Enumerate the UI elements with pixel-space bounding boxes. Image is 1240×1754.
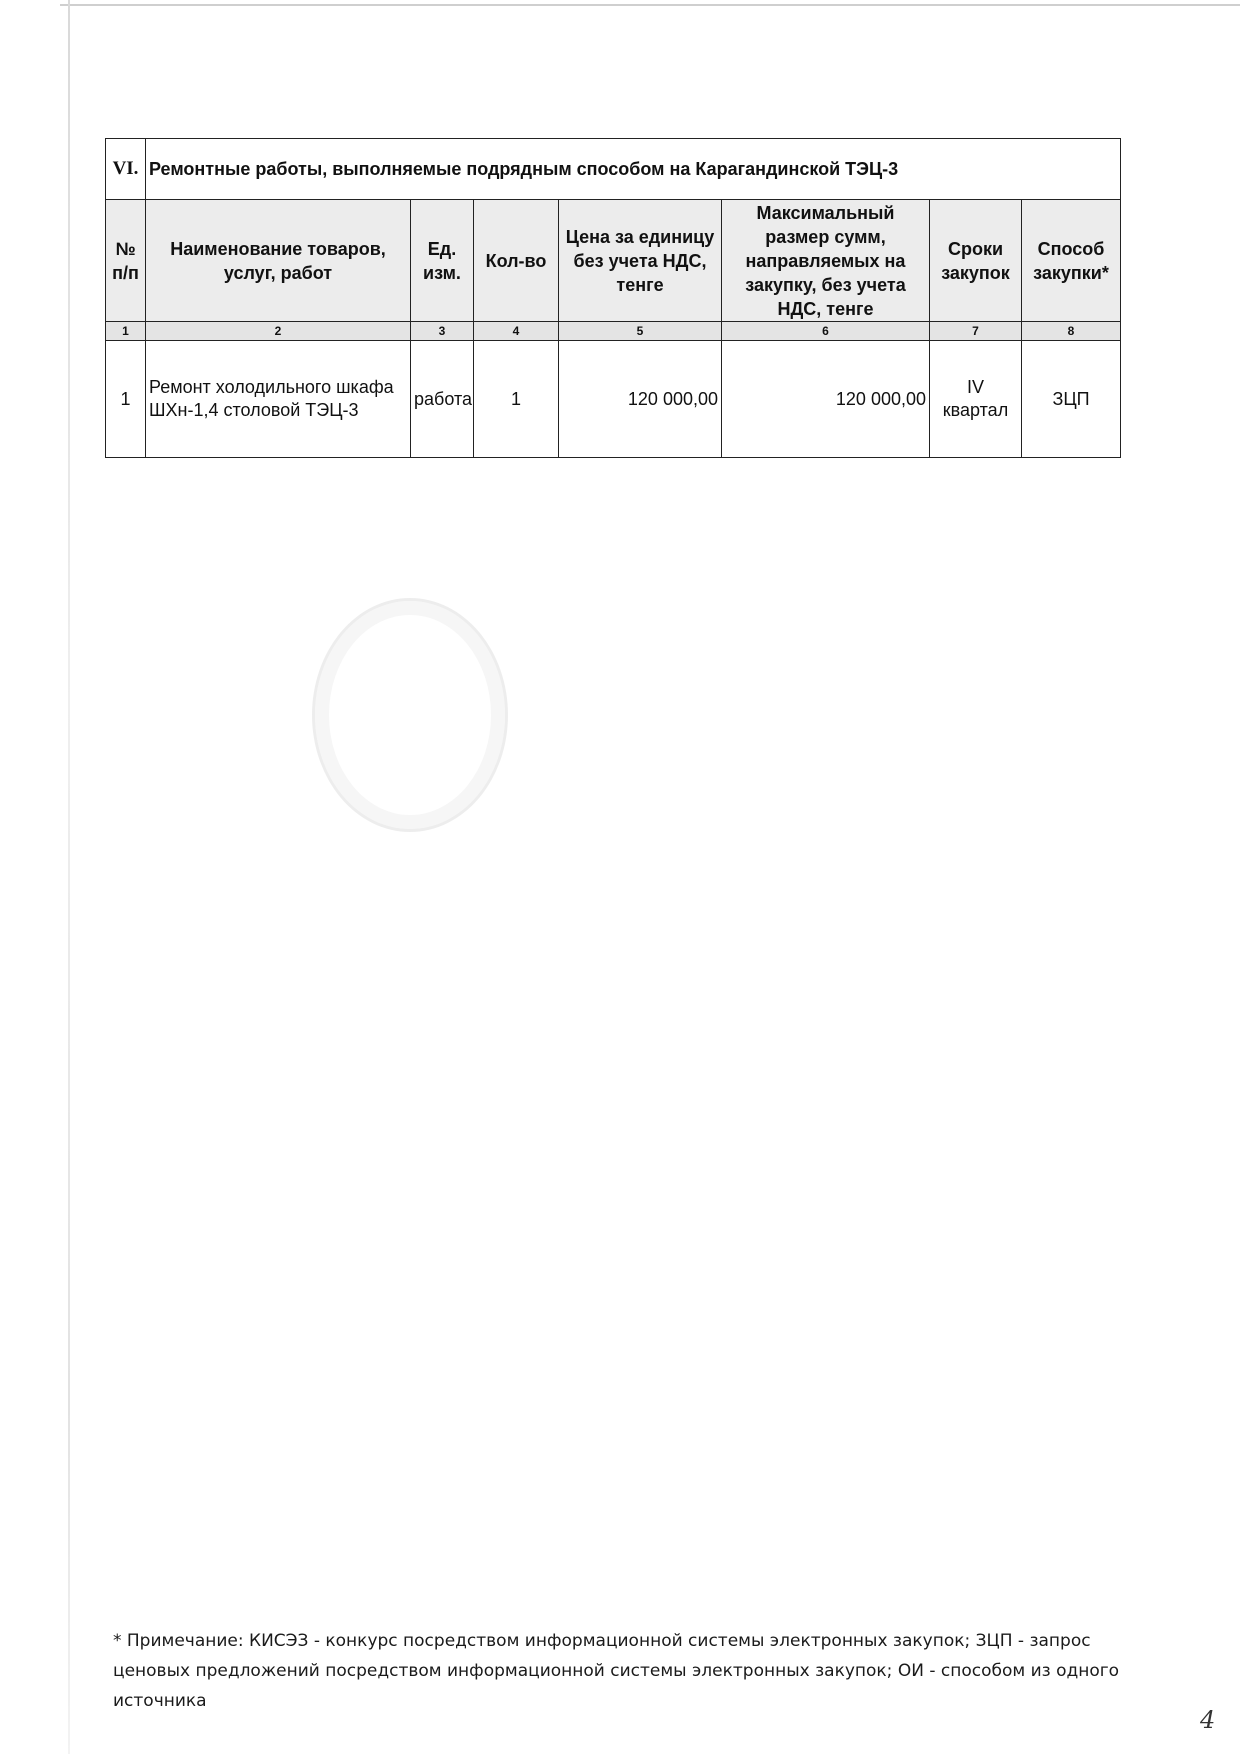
column-number: 7 [930, 322, 1022, 341]
column-number: 3 [411, 322, 474, 341]
section-number: VI. [106, 139, 146, 200]
header-max-amount: Максимальный размер сумм, направляемых на закупку, без учета НДС, тенге [722, 200, 930, 322]
section-title: Ремонтные работы, выполняемые подрядным способом на Карагандинской ТЭЦ-3 [146, 139, 1121, 200]
footnote: * Примечание: КИСЭЗ - конкурс посредством информационной системы электронных закупок; ЗЦП - запрос ценовых предложений посредством информационной системы электронных закупок; ОИ - способом из одного источника [113, 1631, 1120, 1711]
table-row [106, 341, 1121, 458]
faded-stamp [312, 598, 508, 832]
header-name: Наименование товаров, услуг, работ [146, 200, 411, 322]
column-number: 8 [1022, 322, 1121, 341]
header-unit-price: Цена за единицу без учета НДС, тенге [559, 200, 722, 322]
row-method: ЗЦП [1022, 341, 1121, 458]
scan-left-edge [68, 0, 70, 1754]
header-qty: Кол-во [474, 200, 559, 322]
header-method: Способ закупки* [1022, 200, 1121, 322]
row-name: Ремонт холодильного шкафа ШХн-1,4 столовой ТЭЦ-3 [146, 341, 411, 458]
header-period: Сроки закупок [930, 200, 1022, 322]
column-number: 1 [106, 322, 146, 341]
row-num: 1 [106, 341, 146, 458]
column-number: 2 [146, 322, 411, 341]
column-number: 5 [559, 322, 722, 341]
header-unit: Ед. изм. [411, 200, 474, 322]
column-number-row [106, 322, 1121, 341]
row-unit: работа [411, 341, 474, 458]
row-unit-price: 120 000,00 [559, 341, 722, 458]
page-number: 4 [1200, 1706, 1216, 1734]
row-period: IV квартал [930, 341, 1022, 458]
row-max-amount: 120 000,00 [722, 341, 930, 458]
scan-top-edge [60, 4, 1240, 6]
row-qty: 1 [474, 341, 559, 458]
header-num: № п/п [106, 200, 146, 322]
column-header-row [106, 200, 1121, 322]
column-number: 6 [722, 322, 930, 341]
section-header-row [106, 139, 1121, 200]
column-number: 4 [474, 322, 559, 341]
procurement-table [105, 138, 1121, 458]
